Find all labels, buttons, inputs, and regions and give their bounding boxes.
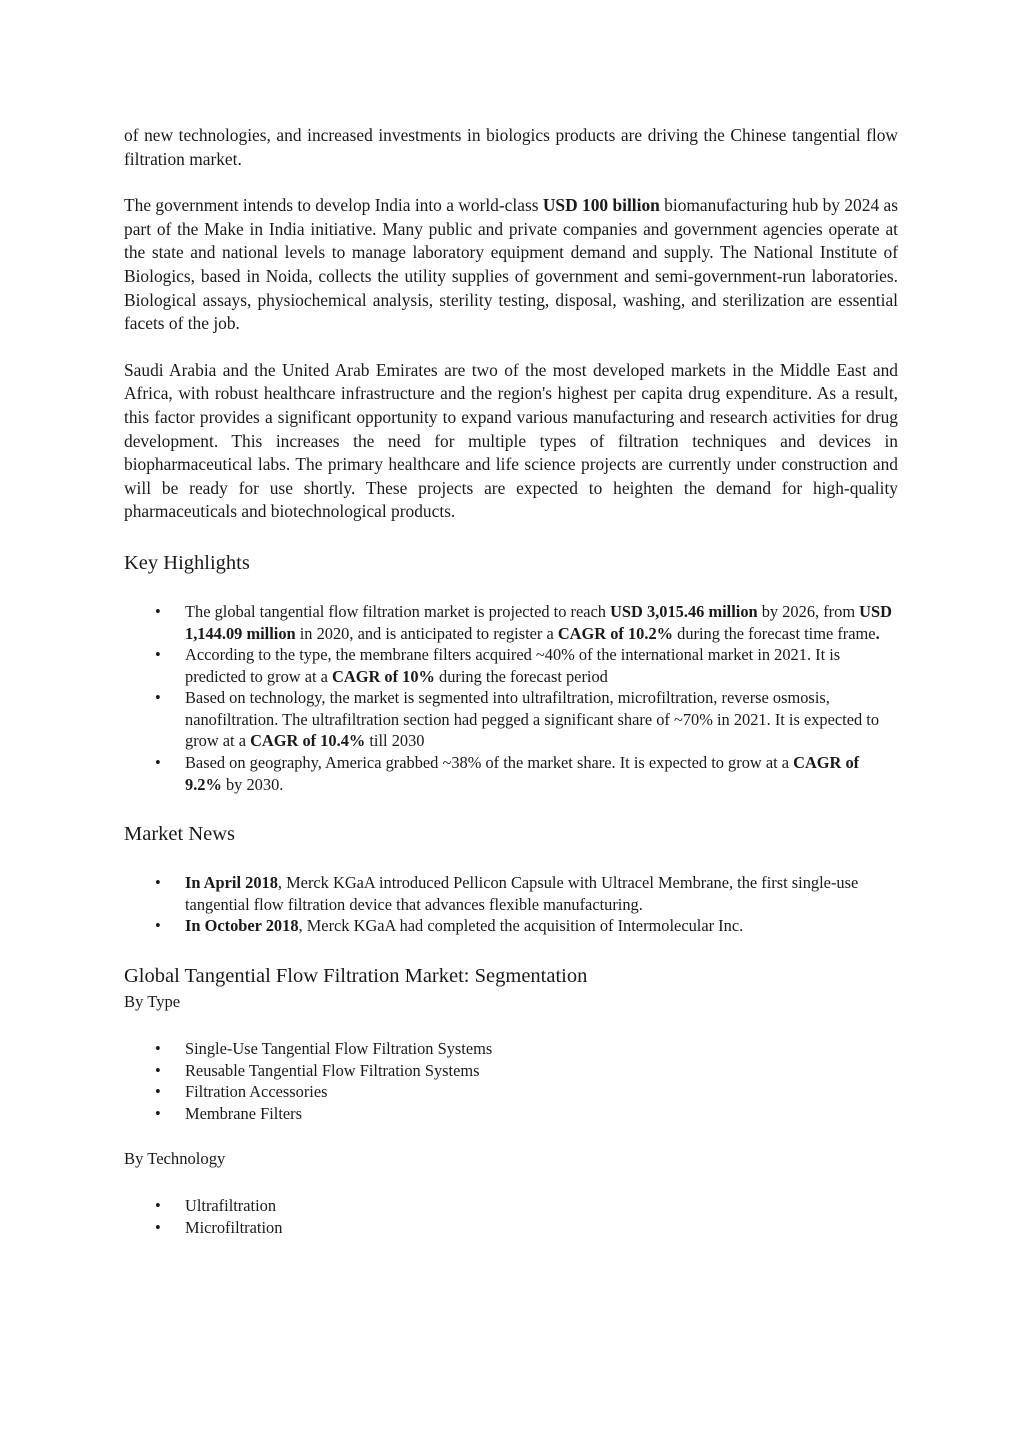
list-item-text: , Merck KGaA introduced Pellicon Capsule with Ultracel Membrane, the first single-use tangential flow filtration device that advances flexible manufacturing. [185, 873, 859, 914]
list-item: • Single-Use Tangential Flow Filtration Systems [185, 1038, 898, 1060]
heading-market-news: Market News [124, 823, 236, 846]
bold-amount: USD 100 billion [542, 195, 660, 216]
bold-period: . [875, 623, 880, 643]
paragraph-text: The government intends to develop India into a world-class [124, 195, 543, 216]
list-item [185, 872, 898, 915]
list-item [185, 644, 898, 687]
list-item [185, 915, 898, 937]
paragraph-text: biomanufacturing hub by 2024 as part of the Make in India initiative. Many public and private companies and government agencies operate at the state and national levels to manage laboratory equipment demand and supply. The National Institute of Biologics, based in Noida, collects the utility supplies of government and semi-government-run laboratories. Biological assays, physiochemical analysis, sterility testing, disposal, washing, and sterilization are essential facets of the job. [124, 195, 898, 334]
list-item [185, 752, 898, 795]
bold-date: In April 2018 [185, 873, 278, 893]
list-item: • Ultrafiltration [185, 1195, 898, 1217]
list-item-text: , Merck KGaA had completed the acquisition of Intermolecular Inc. [298, 916, 744, 936]
label-by-technology: By Technology [124, 1149, 226, 1169]
list-item-text: by 2026, from [757, 601, 860, 621]
list-item-text: during the forecast period [434, 666, 608, 686]
list-item-text: Based on geography, America grabbed ~38% of the market share. It is expected to grow at a [185, 753, 794, 773]
list-item: • Filtration Accessories [185, 1081, 898, 1103]
bold-value: CAGR of 9.2% [185, 753, 860, 794]
list-item: • Microfiltration [185, 1217, 898, 1239]
list-item-text: The global tangential flow filtration market is projected to reach [185, 601, 611, 621]
key-highlights-list [124, 601, 898, 795]
list-item-text: in 2020, and is anticipated to register a [295, 623, 558, 643]
list-item [185, 687, 898, 752]
list-item-text: Based on technology, the market is segmented into ultrafiltration, microfiltration, reverse osmosis, nanofiltration. The ultrafiltration section had pegged a significant share of ~70% in 2021. It is expected to grow at a [185, 688, 880, 751]
list-item [185, 601, 898, 644]
list-item: • Membrane Filters [185, 1103, 898, 1125]
bold-value: CAGR of 10% [332, 666, 435, 686]
bold-value: USD 1,144.09 million [185, 601, 892, 643]
list-item-text: till 2030 [365, 731, 425, 751]
list-item-text: during the forecast time frame [673, 623, 876, 643]
paragraph-china-market: of new technologies, and increased investments in biologics products are driving the Chinese tangential flow filtration market. [124, 125, 898, 169]
bold-value: CAGR of 10.4% [250, 731, 366, 751]
by-technology-list [124, 1195, 898, 1238]
list-item-text: by 2030. [221, 774, 284, 794]
document-content [124, 124, 898, 1239]
label-by-type: By Type [124, 992, 181, 1012]
list-item: • Reusable Tangential Flow Filtration Systems [185, 1060, 898, 1082]
paragraph-middle-east: Saudi Arabia and the United Arab Emirates are two of the most developed markets in the Middle East and Africa, with robust healthcare infrastructure and the region's highest per capita drug expenditure. As a result, this factor provides a significant opportunity to expand various manufacturing and research activities for drug development. This increases the need for multiple types of filtration techniques and devices in biopharmaceutical labs. The primary healthcare and life science projects are currently under construction and will be ready for use shortly. These projects are expected to heighten the demand for high-quality pharmaceuticals and biotechnological products. [124, 359, 898, 522]
paragraph-india-government [124, 194, 898, 336]
bold-value: USD 3,015.46 million [610, 601, 758, 621]
heading-key-highlights: Key Highlights [124, 551, 250, 574]
by-type-list [124, 1038, 898, 1124]
list-item-text: According to the type, the membrane filters acquired ~40% of the international market in 2021. It is predicted to grow at a [185, 645, 841, 686]
bold-date: In October 2018 [185, 916, 299, 936]
heading-segmentation: Global Tangential Flow Filtration Market: Segmentation [124, 965, 588, 988]
market-news-list [124, 872, 898, 937]
bold-value: CAGR of 10.2% [557, 623, 674, 643]
